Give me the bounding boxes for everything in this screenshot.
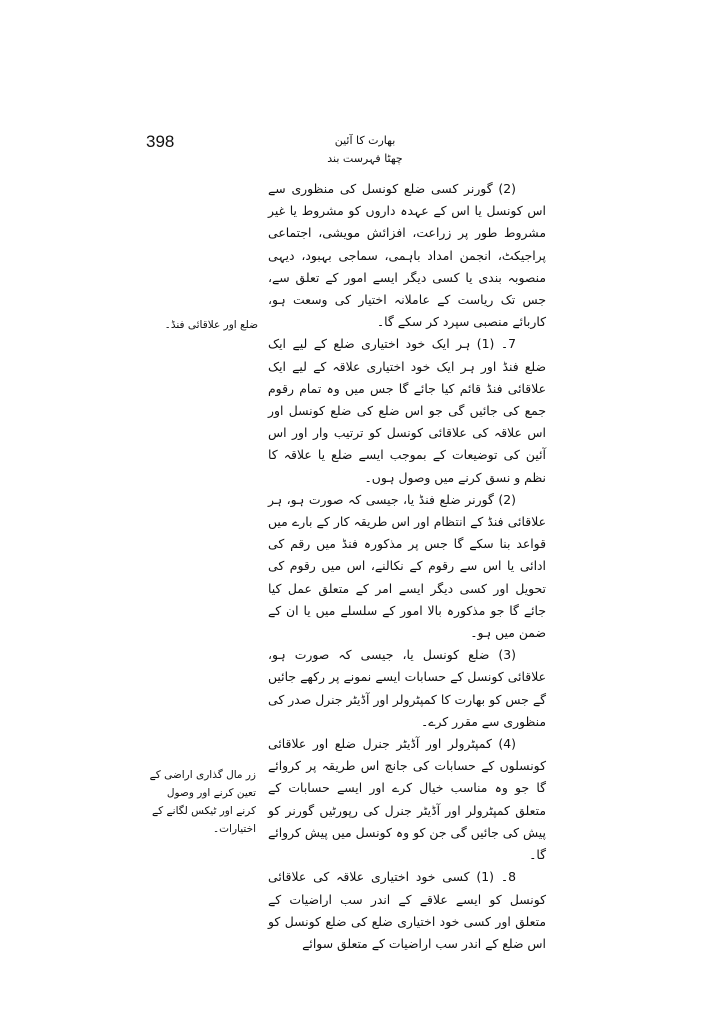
paragraph-6-2: (2) گورنر کسی ضلع کونسل کی منظوری سے اس کونسل یا اس کے عہدہ داروں کو مشروط یا غیر مشروط طور پر زراعت، افزائش مویشی، اجتماعی پراجیکٹ، انجمن امداد باہمی، سماجی بہبود، دیہی منصوبہ بندی یا کسی دیگر ایسے امور کے تعلق سے، جس تک ریاست کے عاملانہ اختیار کی وسعت ہو، کاربائے منصبی سپرد کر سکے گا۔ — [268, 181, 546, 330]
main-text — [268, 178, 546, 955]
paragraph-8-1: 8۔ (1) کسی خود اختیاری علاقہ کی علاقائی کونسل کو ایسے علاقے کے اندر سب اراضیات کے متعلق اور کسی خود اختیاری ضلع کی ضلع کونسل کو اس ضلع کے اندر سب اراضیات کے متعلق سوائے — [268, 869, 546, 951]
header-title: بھارت کا آئین — [334, 134, 396, 147]
margin-note-land-revenue: زر مال گذاری اراضی کے تعین کرنے اور وصول کرنے اور ٹیکس لگانے کے اختیارات۔ — [149, 769, 256, 835]
paragraph-7-4: (4) کمپٹرولر اور آڈیٹر جنرل ضلع اور علاقائی کونسلوں کے حسابات کی جانچ اس طریقہ پر کروائے گا جو وہ مناسب خیال کرے اور ایسے حسابات کے متعلق کمپٹرولر اور آڈیٹر جنرل کی رپورٹیں گورنر کو پیش کی جائیں گی جن کو وہ کونسل میں پیش کروائے گا۔ — [268, 736, 546, 863]
paragraph-7-1: 7۔ (1) ہر ایک خود اختیاری ضلع کے لیے ایک ضلع فنڈ اور ہر ایک خود اختیاری علاقہ کے لیے ایک علاقائی فنڈ قائم کیا جائے گا جس میں وہ تمام رقوم جمع کی جائیں گی جو اس ضلع کی ضلع کونسل اور اس علاقہ کی علاقائی کونسل کو ترتیب وار اور اس آئین کی توضیعات کے بموجب ایسے ضلع یا علاقہ کا نظم و نسق کرنے میں وصول ہوں۔ — [268, 336, 546, 485]
paragraph-7-2: (2) گورنر ضلع فنڈ یا، جیسی کہ صورت ہو، ہر علاقائی فنڈ کے انتظام اور اس طریقہ کار کے بارے میں قواعد بنا سکے گا جس پر مذکورہ فنڈ میں رقم کی ادائی یا اس سے رقوم کے نکالنے، اس میں رقوم کی تحویل اور کسی دیگر ایسے امر کے متعلق عمل کیا جائے گا جو مذکورہ بالا امور کے سلسلے میں یا ان کے ضمن میں ہو۔ — [268, 491, 546, 641]
running-header — [300, 132, 430, 168]
paragraph-7-3: (3) ضلع کونسل یا، جیسی کہ صورت ہو، علاقائی کونسل کے حسابات ایسے نمونے پر رکھے جائیں گے جس کو بھارت کا کمپٹرولر اور آڈیٹر جنرل صدر کی منظوری سے مقرر کرے۔ — [268, 647, 546, 729]
header-subtitle: چھٹا فہرست بند — [327, 152, 403, 165]
page-number: 398 — [146, 132, 175, 151]
margin-note-district-fund: ضلع اور علاقائی فنڈ۔ — [164, 319, 258, 331]
